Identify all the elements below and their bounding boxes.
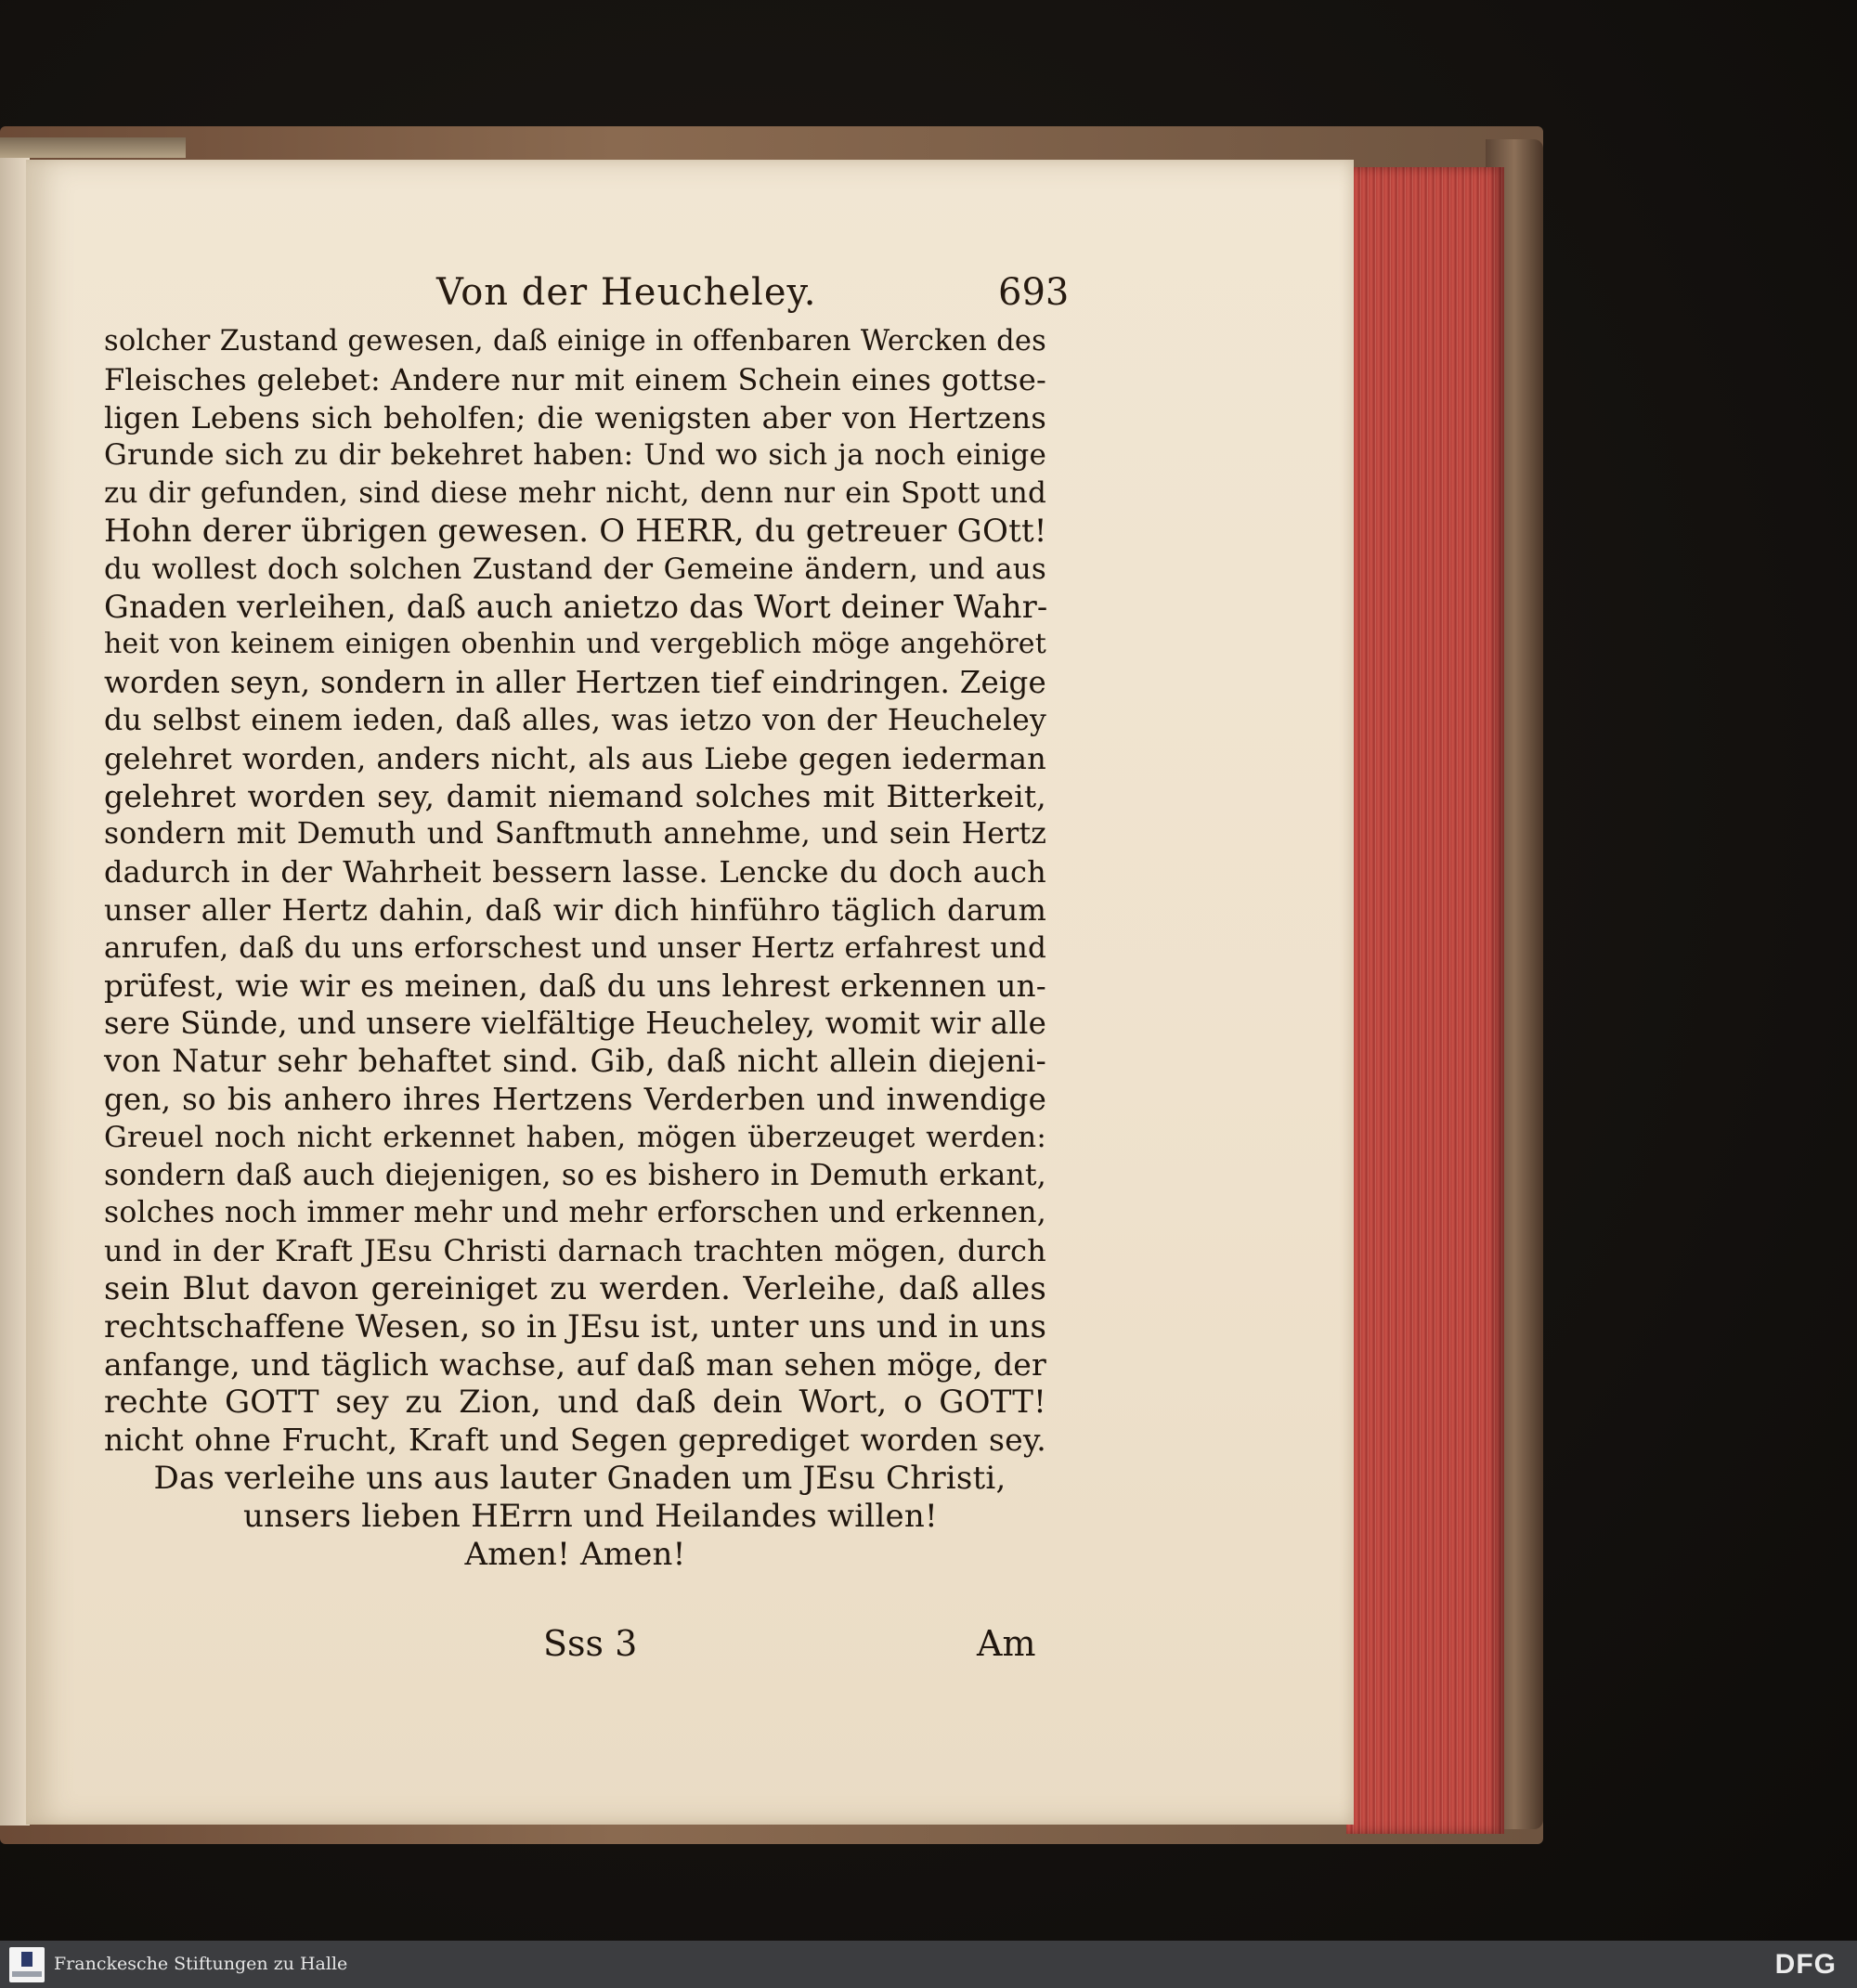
text-line: anfange, und täglich wachse, auf daß man sehen möge, der — [104, 1345, 1046, 1383]
binding-headband — [0, 137, 186, 158]
logo-figure-icon — [21, 1952, 32, 1967]
text-line: Greuel noch nicht erkennet haben, mögen überzeuget werden: — [104, 1120, 1046, 1154]
viewer-footer — [0, 1941, 1857, 1988]
text-line: rechtschaffene Wesen, so in JEsu ist, unter uns und in uns — [104, 1307, 1047, 1345]
signature-mark: Sss 3 — [543, 1623, 638, 1664]
text-line: ligen Lebens sich beholfen; die wenigsten aber von Hertzens — [104, 399, 1046, 435]
text-line: gelehret worden, anders nicht, als aus Liebe gegen iederman — [104, 740, 1046, 776]
text-line: dadurch in der Wahrheit bessern lasse. Lencke du doch auch — [104, 854, 1046, 890]
closing-line: Das verleihe uns aus lauter Gnaden um JEsu Christi, — [153, 1459, 1006, 1497]
page-number: 693 — [998, 271, 1070, 314]
text-line: sondern mit Demuth und Sanftmuth annehme, und sein Hertz — [104, 817, 1046, 851]
red-page-edges — [1346, 167, 1504, 1834]
text-line: sein Blut davon gereiniget zu werden. Verleihe, daß alles — [104, 1269, 1046, 1307]
text-line: worden seyn, sondern in aller Hertzen tief eindringen. Zeige — [104, 665, 1046, 701]
text-line: anrufen, daß du uns erforschest und unser Hertz erfahrest und — [104, 930, 1046, 965]
text-line: prüfest, wie wir es meinen, daß du uns lehrest erkennen un- — [104, 968, 1046, 1004]
text-line: gelehret worden sey, damit niemand solches mit Bitterkeit, — [104, 777, 1046, 814]
text-line: rechte GOTT sey zu Zion, und daß dein Wort, o GOTT! — [104, 1384, 1046, 1422]
logo-text-icon — [12, 1971, 42, 1977]
text-line: sere Sünde, und unsere vielfältige Heucheley, womit wir alle — [104, 1006, 1046, 1042]
institution-name: Franckesche Stiftungen zu Halle — [54, 1954, 348, 1974]
text-line: sondern daß auch diejenigen, so es bishero in Demuth erkant, — [104, 1158, 1046, 1192]
catchword: Am — [977, 1623, 1036, 1664]
text-line: unser aller Hertz dahin, daß wir dich hinführo täglich darum — [104, 891, 1046, 928]
text-line: solches noch immer mehr und mehr erforschen und erkennen, — [104, 1196, 1046, 1230]
text-line: solcher Zustand gewesen, daß einige in offenbaren Wercken des — [104, 325, 1046, 357]
show-through-texture — [1103, 410, 1279, 1803]
text-line: Hohn derer übrigen gewesen. O HERR, du getreuer GOtt! — [104, 512, 1047, 550]
text-line: und in der Kraft JEsu Christi darnach trachten mögen, durch — [104, 1233, 1046, 1269]
text-line: heit von keinem einigen obenhin und vergeblich möge angehöret — [104, 628, 1046, 661]
institution-logo — [9, 1947, 45, 1982]
dfg-badge: DFG — [1774, 1949, 1837, 1980]
text-line: du wollest doch solchen Zustand der Gemeine ändern, und aus — [104, 552, 1046, 586]
text-line: Grunde sich zu dir bekehret haben: Und wo sich ja noch einige — [104, 438, 1046, 473]
text-line: gen, so bis anhero ihres Hertzens Verderben und inwendige — [104, 1081, 1046, 1117]
text-line: du selbst einem ieden, daß alles, was ietzo von der Heucheley — [104, 703, 1046, 737]
text-line: Fleisches gelebet: Andere nur mit einem Schein eines gottse- — [104, 361, 1046, 397]
body-text — [104, 323, 1046, 1573]
text-line: nicht ohne Frucht, Kraft und Segen geprediget worden sey. — [104, 1422, 1046, 1459]
closing-line: unsers lieben HErrn und Heilandes willen! — [243, 1497, 938, 1535]
running-head: Von der Heucheley. — [436, 271, 817, 314]
text-line: von Natur sehr behaftet sind. Gib, daß nicht allein diejeni- — [104, 1043, 1046, 1080]
amen-line: Amen! Amen! — [464, 1535, 686, 1573]
text-line: Gnaden verleihen, daß auch anietzo das Wort deiner Wahr- — [104, 588, 1048, 625]
text-line: zu dir gefunden, sind diese mehr nicht, denn nur ein Spott und — [104, 476, 1046, 511]
